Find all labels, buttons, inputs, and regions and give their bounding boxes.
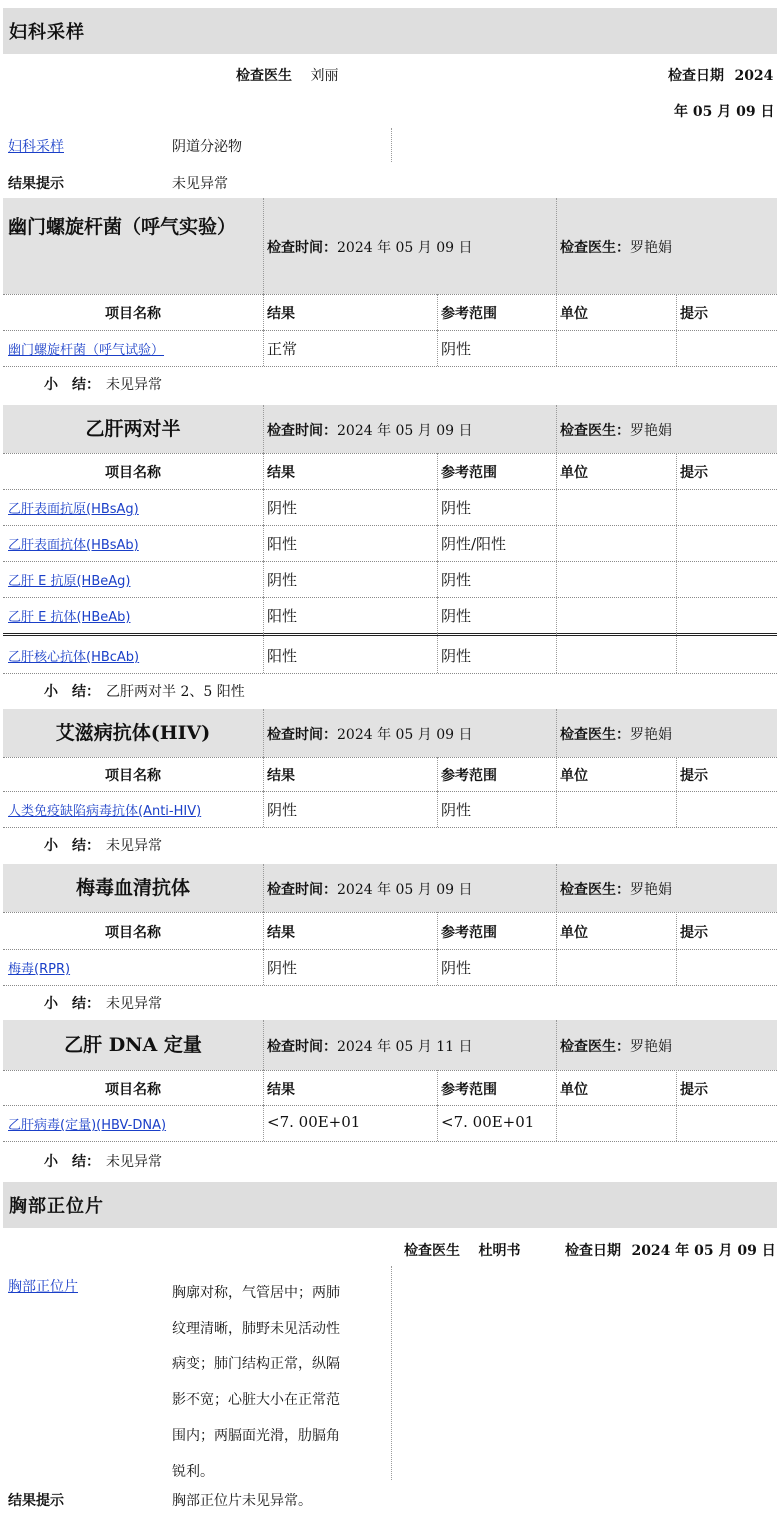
chest-desc-line: 影不宽；心脏大小在正常范 — [172, 1392, 340, 1409]
column-header-result: 结果 — [267, 465, 295, 481]
column-divider — [556, 757, 557, 791]
column-header-range: 参考范围 — [441, 768, 497, 784]
table-divider — [3, 366, 777, 367]
column-divider — [556, 561, 557, 597]
lab-result-value: 阳性 — [267, 647, 298, 665]
lab-exam-doctor-name: 罗艳娟 — [630, 423, 672, 439]
lab-exam-time-label: 检查时间： — [267, 727, 337, 743]
lab-header-divider — [263, 864, 264, 912]
lab-reference-range: 阴性 — [441, 801, 472, 819]
column-divider — [263, 633, 264, 673]
lab-exam-time-value: 2024 年 05 月 11 日 — [337, 1039, 473, 1055]
lab-exam-time — [267, 879, 473, 899]
column-divider — [263, 757, 264, 791]
lab-summary-value: 未见异常 — [106, 377, 162, 393]
column-header-range: 参考范围 — [441, 1081, 497, 1098]
gyn-section-header — [3, 8, 777, 54]
lab-reference-range: <7. 00E+01 — [441, 1113, 535, 1131]
lab-summary-label: 小 结： — [44, 838, 100, 854]
lab-exam-doctor — [560, 420, 672, 440]
gyn-item-link[interactable]: 妇科采样 — [8, 139, 64, 155]
column-divider — [263, 791, 264, 827]
lab-item-link[interactable]: 乙肝病毒(定量)(HBV-DNA) — [8, 1118, 167, 1133]
lab-exam-time — [267, 237, 473, 257]
lab-item-link[interactable]: 人类免疫缺陷病毒抗体(Anti-HIV) — [8, 804, 202, 819]
column-divider — [556, 912, 557, 949]
gyn-date: 检查日期 2024 — [668, 68, 774, 84]
lab-reference-range: 阴性/阳性 — [441, 535, 507, 553]
column-divider — [676, 1105, 677, 1141]
column-divider — [676, 453, 677, 489]
lab-header-divider — [556, 864, 557, 912]
gyn-date-cont: 年 05 月 09 日 — [674, 104, 775, 120]
chest-desc-line: 锐利。 — [172, 1463, 214, 1480]
column-divider — [676, 949, 677, 985]
lab-result-value: 阴性 — [267, 499, 298, 517]
lab-header-divider — [263, 198, 264, 294]
chest-doctor-name: 杜明书 — [478, 1243, 521, 1259]
lab-exam-time-label: 检查时间： — [267, 423, 337, 439]
lab-exam-doctor — [560, 879, 672, 899]
column-divider — [263, 489, 264, 525]
gyn-result-label: 结果提示 — [8, 176, 64, 192]
lab-item-link[interactable]: 乙肝核心抗体(HBcAb) — [8, 650, 140, 665]
lab-exam-time-value: 2024 年 05 月 09 日 — [337, 240, 473, 256]
lab-header-divider — [556, 1020, 557, 1070]
chest-desc-line: 病变；肺门结构正常，纵隔 — [172, 1356, 340, 1373]
column-header-hint: 提示 — [680, 465, 708, 481]
lab-section-title: 乙肝两对半 — [85, 418, 181, 440]
lab-exam-doctor-label: 检查医生： — [560, 1039, 630, 1055]
column-divider — [263, 597, 264, 633]
column-divider — [437, 912, 438, 949]
column-divider — [263, 949, 264, 985]
column-header-result: 结果 — [267, 768, 295, 784]
lab-summary-value: 未见异常 — [106, 838, 162, 854]
chest-description — [172, 1276, 340, 1490]
column-divider — [437, 1070, 438, 1105]
table-divider — [3, 757, 777, 758]
lab-result-value: 正常 — [267, 340, 298, 358]
lab-exam-time-label: 检查时间： — [267, 240, 337, 256]
lab-exam-time-label: 检查时间： — [267, 882, 337, 898]
table-divider — [3, 1141, 777, 1142]
chest-result-value: 胸部正位片未见异常。 — [172, 1493, 312, 1509]
column-header-unit: 单位 — [560, 465, 588, 481]
column-divider — [437, 949, 438, 985]
column-divider — [556, 597, 557, 633]
lab-exam-time-value: 2024 年 05 月 09 日 — [337, 882, 473, 898]
chest-doctor: 检查医生 杜明书 — [404, 1243, 521, 1259]
column-header-hint: 提示 — [680, 306, 708, 322]
chest-desc-line: 围内；两膈面光滑，肋膈角 — [172, 1427, 340, 1444]
lab-summary-value: 乙肝两对半 2、5 阳性 — [106, 684, 245, 700]
lab-result-value: 阳性 — [267, 535, 298, 553]
column-header-result: 结果 — [267, 306, 295, 322]
column-header-unit: 单位 — [560, 924, 588, 941]
column-divider — [556, 525, 557, 561]
lab-reference-range: 阴性 — [441, 647, 472, 665]
column-divider — [676, 489, 677, 525]
lab-exam-doctor-label: 检查医生： — [560, 727, 630, 743]
lab-header-divider — [556, 198, 557, 294]
column-header-name: 项目名称 — [105, 1081, 161, 1098]
lab-summary — [44, 993, 162, 1013]
lab-result-value: 阴性 — [267, 959, 298, 977]
lab-exam-doctor-name: 罗艳娟 — [630, 727, 672, 743]
column-divider — [676, 597, 677, 633]
column-header-name: 项目名称 — [105, 306, 161, 322]
column-divider — [556, 453, 557, 489]
gyn-section-title: 妇科采样 — [9, 22, 85, 43]
column-divider — [437, 757, 438, 791]
lab-result-value: <7. 00E+01 — [267, 1113, 361, 1131]
lab-section-title: 艾滋病抗体(HIV) — [55, 722, 211, 744]
table-divider — [3, 1070, 777, 1071]
lab-item-link[interactable]: 乙肝 E 抗原(HBeAg) — [8, 574, 131, 589]
gyn-divider — [391, 128, 392, 162]
lab-header-divider — [263, 709, 264, 757]
column-divider — [437, 597, 438, 633]
chest-section-title: 胸部正位片 — [9, 1196, 104, 1217]
column-divider — [263, 1105, 264, 1141]
column-divider — [263, 330, 264, 366]
column-divider — [437, 791, 438, 827]
lab-exam-doctor — [560, 237, 672, 257]
column-header-unit: 单位 — [560, 306, 588, 322]
gyn-doctor-name: 刘丽 — [310, 68, 339, 84]
gyn-item-value: 阴道分泌物 — [172, 139, 242, 155]
column-divider — [437, 633, 438, 673]
lab-reference-range: 阴性 — [441, 571, 472, 589]
lab-summary-value: 未见异常 — [106, 996, 162, 1012]
column-divider — [676, 633, 677, 673]
lab-exam-doctor-label: 检查医生： — [560, 240, 630, 256]
column-divider — [437, 330, 438, 366]
column-divider — [263, 561, 264, 597]
column-divider — [676, 912, 677, 949]
column-divider — [556, 294, 557, 330]
column-divider — [437, 489, 438, 525]
column-header-unit: 单位 — [560, 768, 588, 784]
lab-exam-doctor-name: 罗艳娟 — [630, 1039, 672, 1055]
lab-item-link[interactable]: 梅毒(RPR) — [8, 962, 71, 977]
lab-summary-label: 小 结： — [44, 1153, 100, 1170]
column-divider — [676, 791, 677, 827]
lab-section-title: 梅毒血清抗体 — [75, 877, 190, 899]
column-divider — [676, 330, 677, 366]
lab-summary-label: 小 结： — [44, 377, 100, 393]
lab-reference-range: 阴性 — [441, 607, 472, 625]
column-divider — [437, 561, 438, 597]
lab-exam-time-value: 2024 年 05 月 09 日 — [337, 423, 473, 439]
lab-summary-label: 小 结： — [44, 684, 100, 700]
lab-header-divider — [556, 709, 557, 757]
chest-item-link[interactable]: 胸部正位片 — [8, 1279, 78, 1295]
lab-header-divider — [263, 405, 264, 453]
lab-exam-time — [267, 724, 473, 744]
column-divider — [437, 294, 438, 330]
column-divider — [556, 1070, 557, 1105]
column-divider — [437, 453, 438, 489]
column-divider — [556, 330, 557, 366]
column-divider — [263, 1070, 264, 1105]
column-header-name: 项目名称 — [105, 768, 161, 784]
column-divider — [263, 453, 264, 489]
lab-section-title: 乙肝 DNA 定量 — [64, 1034, 202, 1056]
lab-reference-range: 阴性 — [441, 499, 472, 517]
column-divider — [556, 633, 557, 673]
column-divider — [556, 791, 557, 827]
column-header-hint: 提示 — [680, 768, 708, 784]
table-divider — [3, 294, 777, 295]
column-header-range: 参考范围 — [441, 465, 497, 481]
column-divider — [676, 294, 677, 330]
column-divider — [437, 525, 438, 561]
column-divider — [437, 1105, 438, 1141]
lab-summary — [44, 1151, 162, 1171]
column-divider — [676, 561, 677, 597]
column-divider — [263, 294, 264, 330]
lab-exam-doctor — [560, 724, 672, 744]
column-header-result: 结果 — [267, 924, 295, 941]
column-divider — [676, 1070, 677, 1105]
chest-divider — [391, 1266, 392, 1480]
column-header-result: 结果 — [267, 1081, 295, 1098]
lab-summary — [44, 681, 245, 701]
column-divider — [263, 525, 264, 561]
gyn-result-value: 未见异常 — [172, 176, 228, 192]
table-divider — [3, 985, 777, 986]
lab-exam-doctor-label: 检查医生： — [560, 423, 630, 439]
lab-summary — [44, 835, 162, 855]
column-header-name: 项目名称 — [105, 924, 161, 941]
lab-header-divider — [263, 1020, 264, 1070]
lab-item-link[interactable]: 乙肝表面抗原(HBsAg) — [8, 502, 139, 517]
column-header-range: 参考范围 — [441, 924, 497, 941]
table-divider — [3, 827, 777, 828]
lab-summary-value: 未见异常 — [106, 1153, 162, 1170]
column-divider — [556, 489, 557, 525]
chest-section-header — [3, 1182, 777, 1228]
lab-summary — [44, 374, 162, 394]
lab-result-value: 阴性 — [267, 801, 298, 819]
column-header-unit: 单位 — [560, 1081, 588, 1098]
lab-item-link[interactable]: 幽门螺旋杆菌（呼气试验） — [8, 343, 165, 358]
table-divider — [3, 453, 777, 454]
lab-result-value: 阴性 — [267, 571, 298, 589]
lab-reference-range: 阴性 — [441, 340, 472, 358]
column-header-hint: 提示 — [680, 924, 708, 941]
lab-summary-label: 小 结： — [44, 996, 100, 1012]
table-row — [3, 949, 777, 985]
column-header-range: 参考范围 — [441, 306, 497, 322]
column-divider — [556, 949, 557, 985]
lab-item-link[interactable]: 乙肝 E 抗体(HBeAb) — [8, 610, 131, 625]
gyn-doctor: 检查医生 刘丽 — [236, 68, 339, 84]
column-divider — [676, 525, 677, 561]
lab-result-value: 阳性 — [267, 607, 298, 625]
table-divider — [3, 912, 777, 913]
lab-exam-time-value: 2024 年 05 月 09 日 — [337, 727, 473, 743]
lab-exam-time-label: 检查时间： — [267, 1039, 337, 1055]
lab-header-divider — [556, 405, 557, 453]
lab-exam-doctor-name: 罗艳娟 — [630, 240, 672, 256]
column-header-hint: 提示 — [680, 1081, 708, 1098]
chest-result-label: 结果提示 — [8, 1493, 64, 1509]
column-divider — [556, 1105, 557, 1141]
lab-exam-time — [267, 1036, 473, 1056]
lab-exam-doctor-label: 检查医生： — [560, 882, 630, 898]
chest-desc-line: 胸廓对称，气管居中；两肺 — [172, 1285, 340, 1301]
lab-exam-doctor-name: 罗艳娟 — [630, 882, 672, 898]
lab-item-link[interactable]: 乙肝表面抗体(HBsAb) — [8, 538, 139, 553]
lab-exam-time — [267, 420, 473, 440]
lab-reference-range: 阴性 — [441, 959, 472, 977]
chest-desc-line: 纹理清晰，肺野未见活动性 — [172, 1320, 340, 1337]
column-divider — [676, 757, 677, 791]
column-divider — [263, 912, 264, 949]
chest-date: 检查日期 2024 年 05 月 09 日 — [565, 1243, 776, 1259]
column-header-name: 项目名称 — [105, 465, 161, 481]
lab-section-title: 幽门螺旋杆菌（呼气实验） — [8, 216, 237, 238]
table-divider — [3, 673, 777, 674]
lab-exam-doctor — [560, 1036, 672, 1056]
